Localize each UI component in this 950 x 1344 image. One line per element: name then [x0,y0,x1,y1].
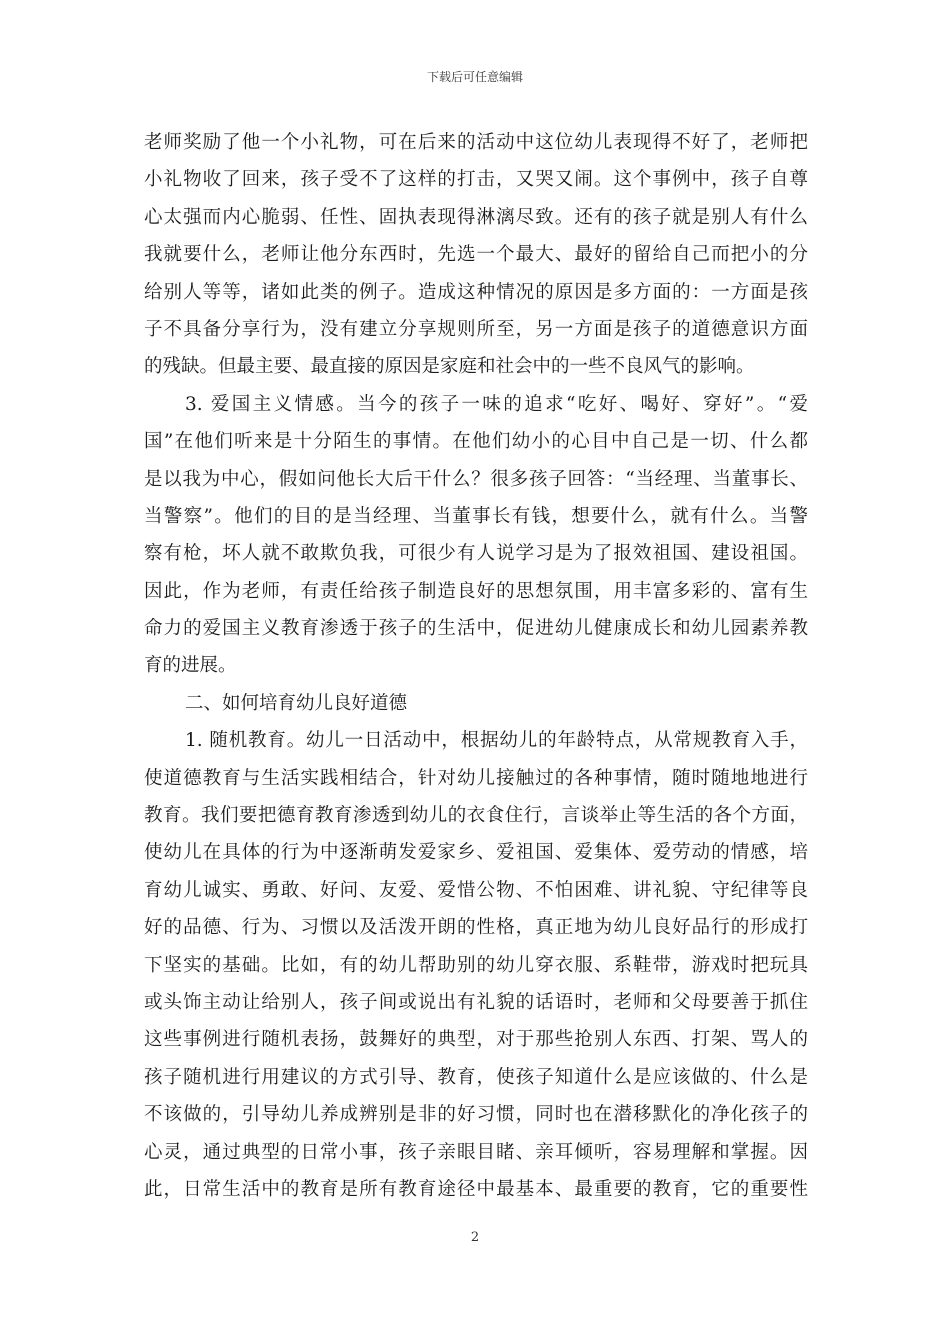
text-line: 当警察”。他们的目的是当经理、当董事长有钱，想要什么，就有什么。当警 [144,505,808,527]
text-line: 国”在他们听来是十分陌生的事情。在他们幼小的心目中自己是一切、什么都 [144,431,808,453]
text-line: 或头饰主动让给别人，孩子间或说出有礼貌的话语时，老师和父母要善于抓住 [144,991,808,1013]
text-line: 二、如何培育幼儿良好道德 [185,692,408,714]
text-line: 好的品德、行为、习惯以及活泼开朗的性格，真正地为幼儿良好品行的形成打 [144,917,808,939]
text-line: 孩子随机进行用建议的方式引导、教育，使孩子知道什么是应该做的、什么是 [144,1066,808,1088]
text-line: 1. 随机教育。幼儿一日活动中，根据幼儿的年龄特点，从常规教育入手， [185,730,808,752]
text-line: 3. 爱国主义情感。当今的孩子一味的追求“吃好、喝好、穿好”。“爱 [185,393,808,415]
text-line: 给别人等等，诸如此类的例子。造成这种情况的原因是多方面的：一方面是孩 [144,281,808,303]
text-line: 使道德教育与生活实践相结合，针对幼儿接触过的各种事情，随时随地地进行 [144,767,808,789]
text-line: 这些事例进行随机表扬，鼓舞好的典型，对于那些抢别人东西、打架、骂人的 [144,1029,808,1051]
page-header: 下载后可任意编辑 [426,70,523,84]
text-line: 教育。我们要把德育教育渗透到幼儿的衣食住行，言谈举止等生活的各个方面， [144,805,808,827]
text-line: 育幼儿诚实、勇敢、好问、友爱、爱惜公物、不怕困难、讲礼貌、守纪律等良 [144,879,808,901]
text-line: 使幼儿在具体的行为中逐渐萌发爱家乡、爱祖国、爱集体、爱劳动的情感，培 [144,842,808,864]
text-line: 命力的爱国主义教育渗透于孩子的生活中，促进幼儿健康成长和幼儿园素养教 [144,618,808,640]
text-line: 育的进展。 [144,655,237,677]
text-line: 心太强而内心脆弱、任性、固执表现得淋漓尽致。还有的孩子就是别人有什么 [144,206,808,228]
text-line: 下坚实的基础。比如，有的幼儿帮助别的幼儿穿衣服、系鞋带，游戏时把玩具 [144,954,808,976]
text-line: 我就要什么，老师让他分东西时，先选一个最大、最好的留给自己而把小的分 [144,244,808,266]
text-line: 的残缺。但最主要、最直接的原因是家庭和社会中的一些不良风气的影响。 [144,356,755,378]
text-line: 此，日常生活中的教育是所有教育途径中最基本、最重要的教育，它的重要性 [144,1178,808,1200]
text-line: 不该做的，引导幼儿养成辨别是非的好习惯，同时也在潜移默化的净化孩子的 [144,1104,808,1126]
text-line: 是以我为中心，假如问他长大后干什么？很多孩子回答：“当经理、当董事长、 [144,468,808,490]
text-line: 子不具备分享行为，没有建立分享规则所至，另一方面是孩子的道德意识方面 [144,318,808,340]
page-number: 2 [470,1230,480,1245]
text-line: 察有枪，坏人就不敢欺负我，可很少有人说学习是为了报效祖国、建设祖国。 [144,543,808,565]
body-text [144,124,808,1208]
text-line: 因此，作为老师，有责任给孩子制造良好的思想氛围，用丰富多彩的、富有生 [144,580,808,602]
text-line: 心灵，通过典型的日常小事，孩子亲眼目睹、亲耳倾听，容易理解和掌握。因 [144,1141,808,1163]
text-line: 小礼物收了回来，孩子受不了这样的打击，又哭又闹。这个事例中，孩子自尊 [144,169,808,191]
text-line: 老师奖励了他一个小礼物，可在后来的活动中这位幼儿表现得不好了，老师把 [144,132,808,153]
